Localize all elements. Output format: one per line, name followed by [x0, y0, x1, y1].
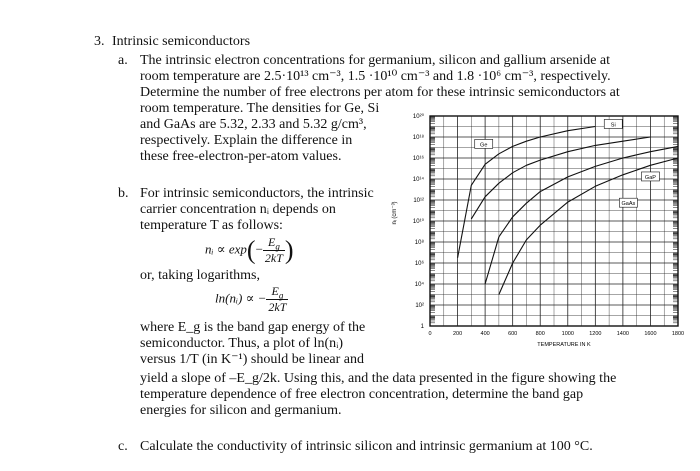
y-tick-label: 10⁸ [414, 240, 424, 246]
part-c-label: c. [118, 439, 128, 454]
part-a-line: The intrinsic electron concentrations for germanium, silicon and gallium arsenide at [140, 53, 611, 68]
y-tick-label: 10⁴ [414, 282, 424, 288]
equation-log-fraction: $\frac{E_g}{2kT}$ [268, 284, 287, 314]
part-a-line: room temperature. The densities for Ge, Si [140, 101, 380, 116]
part-b-line: carrier concentration nᵢ depends on [140, 202, 336, 217]
x-tick-label: 600 [508, 331, 518, 337]
x-tick-label: 1200 [589, 331, 602, 337]
concentration-chart [380, 108, 692, 370]
part-c-text: Calculate the conductivity of intrinsic silicon and intrinsic germanium at 100 °C. [140, 439, 593, 454]
problem-number: 3. [94, 34, 105, 49]
equation-log [215, 284, 288, 315]
y-tick-label: 10¹⁰ [412, 219, 424, 225]
series-label-ge: Ge [480, 142, 488, 149]
y-tick-label: 10¹⁸ [412, 135, 424, 141]
x-tick-label: 800 [535, 331, 545, 337]
part-b-label: b. [118, 186, 129, 201]
part-b-line: semiconductor. Thus, a plot of ln(nᵢ) [140, 336, 344, 351]
x-tick-label: 1600 [644, 331, 657, 337]
part-a-label: a. [118, 53, 128, 68]
series-label-si: Si [610, 122, 616, 129]
part-b-line: versus 1/T (in K⁻¹) should be linear and [140, 352, 365, 367]
x-tick-label: 1800 [671, 331, 685, 337]
equation-log-lhs: ln(nᵢ) ∝ − [215, 290, 267, 306]
problem-title: Intrinsic semiconductors [112, 34, 251, 49]
y-tick-label: 10⁶ [414, 261, 424, 267]
part-b-line: For intrinsic semiconductors, the intrinsic [140, 186, 374, 201]
equation-lhs: nᵢ ∝ exp [205, 241, 247, 257]
y-tick-label: 1 [420, 324, 424, 330]
y-tick-label: 10¹⁶ [412, 156, 424, 162]
part-a-line: respectively. Explain the difference in [140, 133, 353, 148]
x-tick-label: 1400 [616, 331, 630, 337]
part-b-line: where E_g is the band gap energy of the [140, 320, 366, 335]
part-b-line: yield a slope of –E_g/2k. Using this, and the data presented in the figure showing the [140, 371, 617, 386]
y-tick-label: 10¹² [413, 198, 424, 204]
equation-proportional: nᵢ ∝ exp(− $\frac{E_g}{2kT}$ ) [205, 235, 294, 265]
series-label-gaas: GaAs [621, 201, 636, 208]
part-b-line: energies for silicon and germanium. [140, 403, 342, 418]
x-tick-label: 200 [452, 331, 463, 337]
part-a-line: and GaAs are 5.32, 2.33 and 5.32 g/cm³, [140, 117, 367, 132]
y-tick-label: 10²⁰ [412, 114, 424, 120]
y-axis-label: nᵢ (cm⁻³) [392, 201, 398, 225]
x-tick-label: 400 [480, 331, 490, 337]
equation-fraction: $\frac{E_g}{2kT}$ [264, 235, 283, 265]
x-tick-label: 0 [428, 331, 432, 337]
or-line: or, taking logarithms, [140, 268, 260, 283]
series-label-gap: GaP [644, 174, 656, 181]
part-b-line: temperature dependence of free electron concentration, determine the band gap [140, 387, 584, 402]
part-a-line: Determine the number of free electrons per atom for these intrinsic semiconductors at [140, 85, 620, 100]
part-b-line: temperature T as follows: [140, 218, 283, 233]
part-a-line: room temperature are 2.5·10¹³ cm⁻³, 1.5 ·10¹⁰ cm⁻³ and 1.8 ·10⁶ cm⁻³, respectively. [140, 69, 611, 84]
y-tick-label: 10² [415, 303, 424, 309]
y-tick-label: 10¹⁴ [412, 177, 424, 183]
x-axis-label: TEMPERATURE IN K [537, 342, 591, 348]
x-tick-label: 1000 [561, 331, 574, 337]
part-a-line: these free-electron-per-atom values. [140, 149, 342, 164]
